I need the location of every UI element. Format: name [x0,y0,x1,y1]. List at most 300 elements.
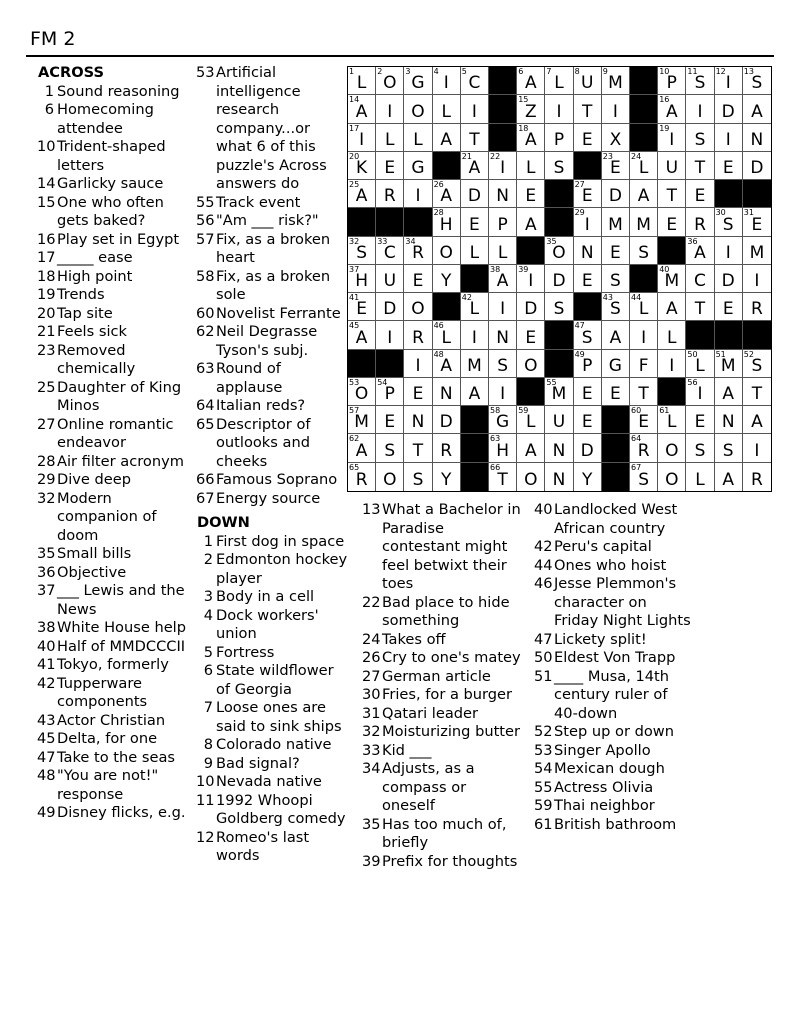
clue-item [534,668,694,724]
grid-cell[interactable] [743,124,771,152]
grid-cell[interactable] [686,406,714,434]
grid-cell[interactable] [715,265,743,293]
clue-number: 50 [534,649,553,666]
cell-letter: O [665,469,679,490]
grid-cell[interactable] [658,152,686,180]
clue-text: Homecoming attendee [57,101,154,137]
grid-cell[interactable] [658,434,686,462]
across-heading: ACROSS [38,64,105,81]
grid-cell[interactable] [517,208,545,236]
clue-item [534,723,694,742]
grid-cell[interactable] [602,180,630,208]
clue-item [37,656,189,675]
cell-number: 48 [433,349,444,359]
grid-cell[interactable] [376,124,404,152]
grid-cell[interactable] [348,406,376,434]
grid-cell[interactable] [686,265,714,293]
grid-cell[interactable] [404,124,432,152]
grid-cell[interactable] [602,124,630,152]
clue-text: Kid ___ [382,741,432,759]
grid-cell[interactable] [376,67,404,95]
grid-cell[interactable] [545,152,573,180]
grid-block [743,180,771,208]
grid-block [376,350,404,378]
grid-cell[interactable] [376,463,404,491]
grid-cell[interactable] [545,124,573,152]
grid-cell[interactable] [404,350,432,378]
grid-cell[interactable] [715,406,743,434]
clue-number: 23 [37,341,56,359]
grid-cell[interactable] [602,378,630,406]
grid-cell[interactable] [743,350,771,378]
grid-cell[interactable] [686,180,714,208]
cell-letter: K [356,158,368,179]
grid-cell[interactable] [686,152,714,180]
grid-cell[interactable] [715,434,743,462]
grid-cell[interactable] [743,406,771,434]
grid-cell[interactable] [658,463,686,491]
grid-cell[interactable] [602,321,630,349]
grid-cell[interactable] [630,434,658,462]
grid-cell[interactable] [404,265,432,293]
clue-text: Italian reds? [216,397,306,414]
grid-block [545,350,573,378]
clue-item [362,816,522,853]
grid-cell[interactable] [715,293,743,321]
grid-cell[interactable] [348,152,376,180]
clue-text: Edmonton hockey player [216,551,348,587]
grid-cell[interactable] [574,208,602,236]
cell-letter: L [638,158,649,179]
grid-cell[interactable] [743,152,771,180]
grid-cell[interactable] [517,124,545,152]
grid-cell[interactable] [545,95,573,123]
grid-cell[interactable] [348,95,376,123]
grid-cell[interactable] [686,293,714,321]
grid-cell[interactable] [348,237,376,265]
grid-cell[interactable] [743,67,771,95]
grid-cell[interactable] [630,152,658,180]
grid-cell[interactable] [489,180,517,208]
grid-cell[interactable] [630,208,658,236]
cell-letter: A [665,101,678,122]
grid-cell[interactable] [602,350,630,378]
grid-cell[interactable] [376,237,404,265]
grid-block [461,463,489,491]
grid-cell[interactable] [404,293,432,321]
cell-number: 56 [687,377,698,387]
cell-letter: I [500,299,506,320]
cell-letter: A [637,186,650,207]
cell-letter: I [415,186,421,207]
grid-cell[interactable] [545,406,573,434]
grid-cell[interactable] [489,293,517,321]
grid-cell[interactable] [630,378,658,406]
cell-letter: I [754,440,760,461]
grid-cell[interactable] [686,237,714,265]
grid-cell[interactable] [545,378,573,406]
clue-number: 38 [37,619,56,636]
grid-cell[interactable] [348,321,376,349]
grid-cell[interactable] [433,321,461,349]
down-heading: DOWN [197,514,250,531]
grid-cell[interactable] [715,67,743,95]
grid-cell[interactable] [545,463,573,491]
grid-cell[interactable] [574,321,602,349]
grid-cell[interactable] [348,463,376,491]
grid-cell[interactable] [574,237,602,265]
grid-cell[interactable] [630,237,658,265]
grid-cell[interactable] [545,293,573,321]
grid-cell[interactable] [545,237,573,265]
clue-item [534,649,694,668]
grid-block [404,208,432,236]
grid-cell[interactable] [574,95,602,123]
clue-number: 9 [203,754,213,772]
grid-cell[interactable] [461,180,489,208]
grid-cell[interactable] [686,463,714,491]
clue-number: 35 [362,815,381,833]
grid-cell[interactable] [630,406,658,434]
cell-letter: D [467,186,481,207]
clue-text: Take to the seas [57,748,175,766]
grid-cell[interactable] [743,293,771,321]
grid-cell[interactable] [517,95,545,123]
grid-cell[interactable] [461,350,489,378]
clue-item [196,268,348,305]
cell-letter: L [441,327,451,348]
grid-cell[interactable] [461,124,489,152]
grid-cell[interactable] [517,463,545,491]
grid-cell[interactable] [461,378,489,406]
grid-cell[interactable] [461,152,489,180]
cell-letter: N [580,242,594,263]
grid-cell[interactable] [630,293,658,321]
cell-letter: E [581,129,593,150]
grid-cell[interactable] [602,237,630,265]
grid-cell[interactable] [743,434,771,462]
grid-cell[interactable] [461,321,489,349]
grid-cell[interactable] [404,67,432,95]
grid-cell[interactable] [686,67,714,95]
grid-cell[interactable] [630,180,658,208]
cell-letter: R [750,469,763,490]
clue-item [196,305,348,324]
grid-block [348,208,376,236]
grid-cell[interactable] [433,434,461,462]
cell-letter: M [467,355,482,376]
clue-item [534,797,694,816]
cell-letter: Y [441,469,452,490]
grid-cell[interactable] [376,95,404,123]
cell-letter: P [582,355,593,376]
clue-text: Fries, for a burger [382,686,513,703]
cell-number: 39 [518,264,529,274]
grid-cell[interactable] [489,434,517,462]
grid-cell[interactable] [433,67,461,95]
grid-cell[interactable] [348,378,376,406]
grid-cell[interactable] [715,237,743,265]
grid-cell[interactable] [404,378,432,406]
grid-cell[interactable] [686,124,714,152]
clue-item [37,268,189,287]
clue-text: Delta, for one [57,730,158,747]
grid-cell[interactable] [658,321,686,349]
cell-number: 64 [631,434,642,444]
clue-text: Bad place to hide something [382,593,510,629]
clue-item [196,416,348,472]
grid-cell[interactable] [489,321,517,349]
clue-number: 57 [196,230,215,248]
grid-cell[interactable] [376,293,404,321]
grid-cell[interactable] [715,124,743,152]
grid-cell[interactable] [489,208,517,236]
grid-cell[interactable] [376,180,404,208]
grid-cell[interactable] [602,95,630,123]
clue-text: Thai neighbor [554,797,655,814]
grid-cell[interactable] [715,95,743,123]
grid-cell[interactable] [376,406,404,434]
grid-cell[interactable] [545,434,573,462]
grid-block [574,293,602,321]
grid-cell[interactable] [658,350,686,378]
grid-cell[interactable] [743,265,771,293]
clue-number: 53 [534,741,553,759]
grid-cell[interactable] [715,378,743,406]
grid-cell[interactable] [404,95,432,123]
grid-cell[interactable] [545,67,573,95]
grid-cell[interactable] [517,293,545,321]
cell-letter: L [356,73,367,94]
grid-cell[interactable] [348,293,376,321]
cell-letter: A [751,412,763,433]
grid-cell[interactable] [630,350,658,378]
grid-cell[interactable] [404,463,432,491]
clue-item [196,736,348,755]
cell-number: 60 [631,406,642,416]
grid-cell[interactable] [658,67,686,95]
grid-cell[interactable] [376,434,404,462]
grid-cell[interactable] [404,237,432,265]
clue-number: 42 [534,538,553,555]
grid-cell[interactable] [715,152,743,180]
cell-letter: T [582,101,593,122]
grid-cell[interactable] [404,321,432,349]
grid-cell[interactable] [433,180,461,208]
clue-text: Air filter acronym [57,452,184,470]
clue-item [37,730,189,749]
grid-cell[interactable] [517,265,545,293]
clue-text: Sound reasoning [57,82,180,100]
grid-cell[interactable] [715,350,743,378]
grid-cell[interactable] [461,208,489,236]
grid-cell[interactable] [630,463,658,491]
grid-cell[interactable] [517,350,545,378]
cell-number: 1 [349,67,355,76]
grid-cell[interactable] [517,321,545,349]
grid-cell[interactable] [574,378,602,406]
grid-cell[interactable] [574,463,602,491]
grid-cell[interactable] [517,180,545,208]
cell-letter: E [525,327,537,348]
clue-item [196,773,348,792]
clue-item [534,742,694,761]
grid-cell[interactable] [489,463,517,491]
grid-cell[interactable] [433,463,461,491]
clue-number: 6 [203,662,213,679]
grid-cell[interactable] [602,152,630,180]
grid-cell[interactable] [686,95,714,123]
cell-letter: Y [582,469,593,490]
grid-cell[interactable] [404,434,432,462]
grid-cell[interactable] [376,152,404,180]
down-clue-list-continued-2 [534,501,694,834]
clue-item [534,779,694,798]
grid-cell[interactable] [658,180,686,208]
grid-cell[interactable] [489,237,517,265]
clue-number: 16 [37,230,56,248]
grid-cell[interactable] [686,434,714,462]
grid-cell[interactable] [489,265,517,293]
cell-number: 26 [433,180,444,190]
grid-cell[interactable] [658,95,686,123]
grid-cell[interactable] [348,180,376,208]
cell-letter: E [610,158,621,179]
clue-item [362,668,522,687]
cell-letter: E [412,384,424,405]
clue-number: 40 [534,501,553,518]
cell-number: 51 [715,349,726,359]
cell-letter: S [722,214,734,235]
grid-cell[interactable] [404,152,432,180]
cell-letter: C [468,73,481,94]
grid-cell[interactable] [461,293,489,321]
clue-number: 8 [203,736,213,753]
grid-cell[interactable] [658,406,686,434]
cell-number: 42 [461,293,472,303]
grid-cell[interactable] [461,237,489,265]
grid-cell[interactable] [630,321,658,349]
clue-number: 62 [196,323,215,340]
grid-cell[interactable] [715,463,743,491]
grid-cell[interactable] [433,208,461,236]
grid-cell[interactable] [574,434,602,462]
grid-cell[interactable] [433,406,461,434]
clue-text: Loose ones are said to sink ships [216,699,342,735]
grid-cell[interactable] [517,434,545,462]
grid-cell[interactable] [404,406,432,434]
grid-cell[interactable] [658,208,686,236]
cell-letter: X [609,129,622,150]
clue-item [37,453,189,472]
grid-cell[interactable] [376,265,404,293]
cell-letter: T [694,299,706,320]
grid-cell[interactable] [658,265,686,293]
clue-text: ___ Lewis and the News [57,582,185,618]
grid-cell[interactable] [602,293,630,321]
grid-cell[interactable] [574,180,602,208]
grid-cell[interactable] [433,237,461,265]
clue-item [37,767,189,804]
grid-cell[interactable] [433,124,461,152]
grid-cell[interactable] [348,124,376,152]
grid-cell[interactable] [602,265,630,293]
clue-number: 35 [37,545,56,562]
cell-letter: I [725,242,731,263]
grid-cell[interactable] [743,463,771,491]
cell-letter: T [751,384,763,405]
grid-cell[interactable] [433,378,461,406]
grid-cell[interactable] [658,124,686,152]
grid-cell[interactable] [743,378,771,406]
grid-cell[interactable] [686,208,714,236]
grid-cell[interactable] [433,265,461,293]
grid-cell[interactable] [743,237,771,265]
grid-cell[interactable] [574,67,602,95]
grid-cell[interactable] [489,378,517,406]
grid-cell[interactable] [404,180,432,208]
grid-cell[interactable] [348,265,376,293]
cell-number: 67 [631,462,642,472]
grid-cell[interactable] [743,95,771,123]
grid-block [602,434,630,462]
grid-cell[interactable] [489,152,517,180]
cell-letter: A [355,440,368,461]
grid-cell[interactable] [433,350,461,378]
clue-number: 44 [534,556,553,574]
clue-text: Trends [57,286,105,303]
cell-letter: D [524,299,538,320]
grid-cell[interactable] [517,406,545,434]
grid-cell[interactable] [461,67,489,95]
cell-letter: L [554,73,564,94]
grid-cell[interactable] [348,67,376,95]
grid-cell[interactable] [686,350,714,378]
grid-cell[interactable] [376,378,404,406]
grid-cell[interactable] [376,321,404,349]
clue-item [37,379,189,416]
clue-number: 54 [534,760,553,777]
grid-cell[interactable] [715,208,743,236]
grid-cell[interactable] [602,67,630,95]
grid-cell[interactable] [658,293,686,321]
clue-number: 33 [362,741,381,759]
cell-number: 20 [349,151,360,161]
grid-cell[interactable] [489,406,517,434]
grid-cell[interactable] [433,95,461,123]
cell-number: 63 [490,434,501,444]
clue-item [37,305,189,324]
grid-cell[interactable] [517,152,545,180]
grid-cell[interactable] [574,406,602,434]
cell-letter: O [665,440,679,461]
grid-cell[interactable] [743,208,771,236]
down-clue-list-continued [362,501,522,871]
grid-cell[interactable] [574,124,602,152]
grid-cell[interactable] [602,208,630,236]
grid-cell[interactable] [686,378,714,406]
grid-cell[interactable] [517,67,545,95]
grid-cell[interactable] [348,434,376,462]
grid-cell[interactable] [574,265,602,293]
grid-cell[interactable] [574,350,602,378]
grid-cell[interactable] [461,95,489,123]
grid-cell[interactable] [545,265,573,293]
cell-letter: S [751,73,763,94]
grid-block [376,208,404,236]
grid-cell[interactable] [489,350,517,378]
cell-letter: S [694,129,706,150]
